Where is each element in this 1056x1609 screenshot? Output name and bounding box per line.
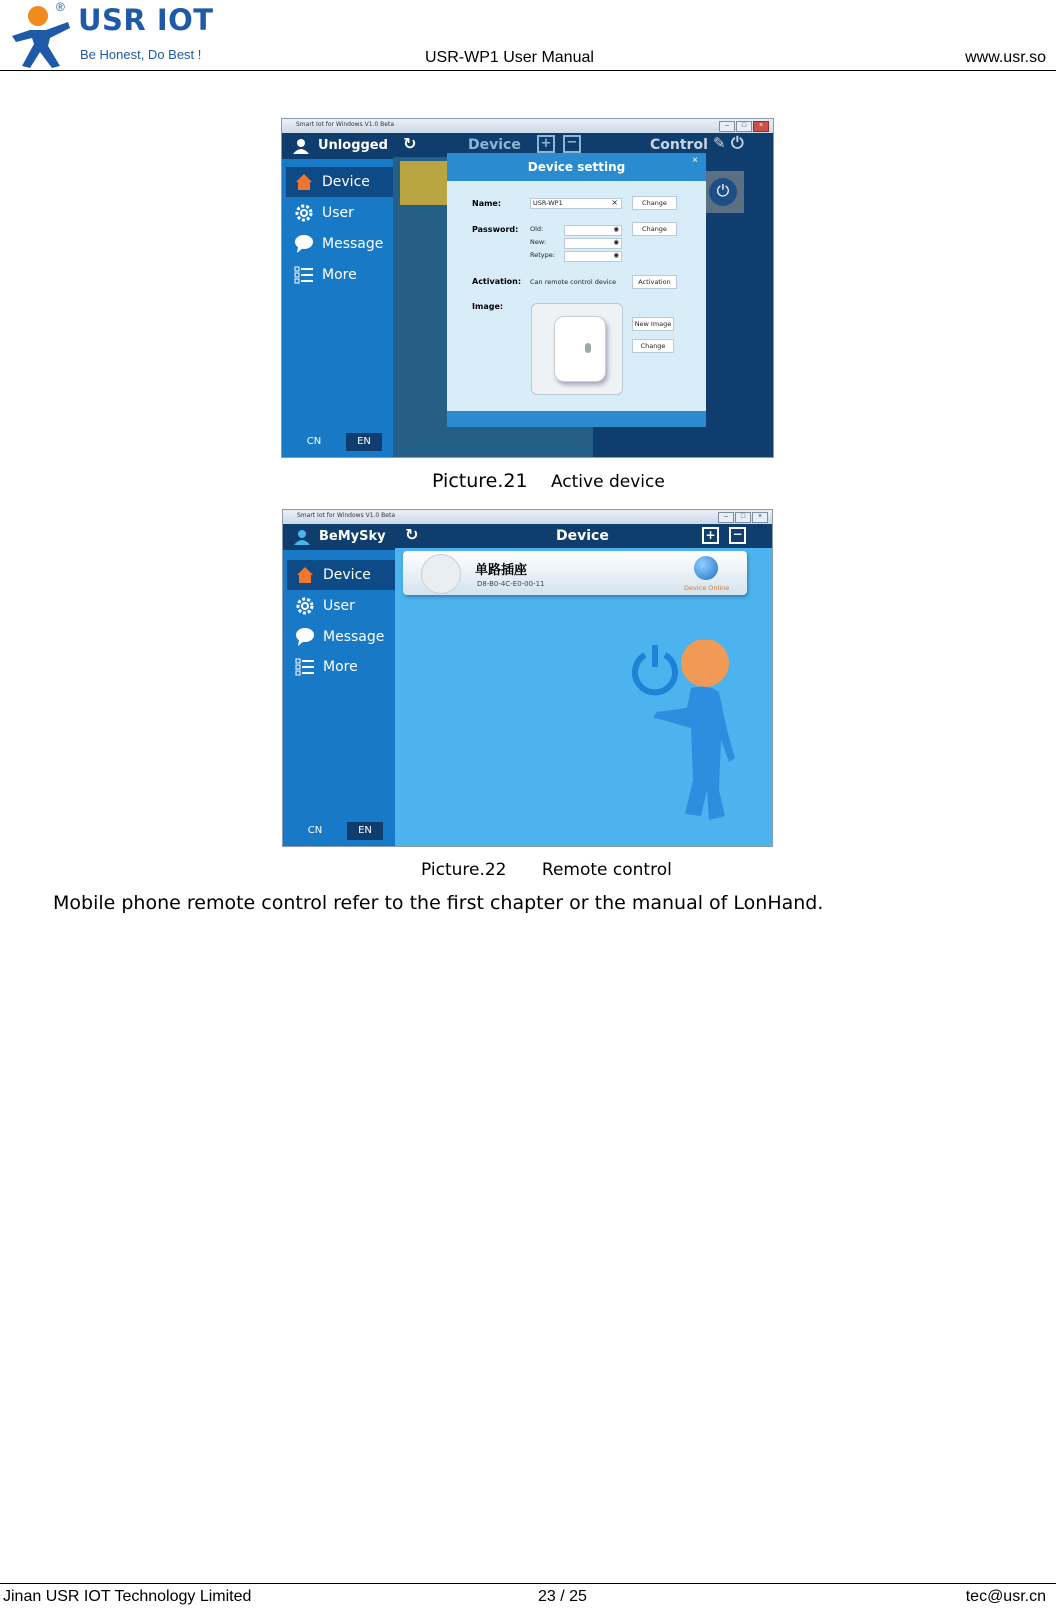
screenshot-remote-control [282,509,773,847]
edit-icon[interactable]: ✎ [713,134,726,152]
device-card-dim [400,161,450,205]
screenshot-active-device [281,118,774,458]
nav-more[interactable] [287,652,395,682]
chat-bubble-icon [294,234,314,254]
window-controls [719,121,769,132]
password-label: Password: [472,225,519,234]
eye-icon[interactable]: ◉ [613,251,619,259]
old-password-input[interactable] [564,225,622,236]
caption-text: Active device [550,472,665,492]
add-icon[interactable]: + [702,527,719,544]
close-icon[interactable]: × [752,512,768,523]
device-image [531,303,623,395]
nav-user-label: User [323,598,355,614]
list-icon [295,657,315,677]
power-circle-icon: ⏻ [709,178,737,206]
device-thumbnail [421,554,461,594]
activation-button[interactable]: Activation [632,275,677,289]
name-label: Name: [472,199,502,208]
nav-device[interactable] [286,167,393,197]
window-title: Smart Iot for Windows V1.0 Beta [296,121,394,128]
device-card[interactable] [403,551,747,595]
new-image-button[interactable]: New Image [632,317,674,331]
logo-text: USR IOT [78,3,214,37]
caption-number: Picture.22 [421,860,507,880]
socket-hole [585,343,591,353]
topbar-device-title: Device [468,137,521,153]
topbar-title: Device [556,528,609,544]
control-power-button[interactable] [702,171,744,213]
dialog-footer-bar [447,411,706,427]
dialog-close-icon[interactable]: × [692,155,698,166]
close-icon[interactable]: × [753,121,769,132]
name-change-button[interactable]: Change [632,196,677,210]
add-icon[interactable]: + [537,135,555,153]
header [0,0,1056,72]
nav-message[interactable] [286,229,393,259]
device-status: Device Online [684,584,730,592]
new-password-label: New: [530,238,547,246]
lang-cn[interactable]: CN [307,825,323,836]
nav-user[interactable] [286,198,393,228]
gear-icon [294,203,314,223]
window-title: Smart Iot for Windows V1.0 Beta [297,512,395,519]
sidebar [283,524,395,846]
dialog-title: Device setting [447,153,706,181]
user-icon [292,138,310,154]
user-name: Unlogged [318,138,388,153]
mascot-figure-icon [623,640,753,830]
topbar [395,524,772,548]
user-bar[interactable] [282,133,393,159]
nav-more-label: More [322,267,357,283]
caption-number: Picture.21 [432,470,528,492]
activation-label: Activation: [472,277,522,286]
header-divider [0,70,1056,71]
power-icon[interactable]: ⏻ [731,133,744,152]
nav-message[interactable] [287,622,395,652]
password-change-button[interactable]: Change [632,222,677,236]
footer-company: Jinan USR IOT Technology Limited [3,1588,252,1605]
logo-slogan: Be Honest, Do Best ! [80,47,202,62]
remove-icon[interactable]: − [729,527,746,544]
gear-icon [295,596,315,616]
image-label: Image: [472,302,504,311]
lang-en[interactable]: EN [346,433,382,451]
globe-icon [694,556,718,580]
footer-divider [0,1583,1056,1584]
clear-icon[interactable]: × [611,198,618,207]
maximize-icon[interactable]: □ [736,121,752,132]
document-title: USR-WP1 User Manual [425,49,594,66]
user-name: BeMySky [319,529,386,544]
socket-plug-icon [554,316,606,382]
device-setting-dialog [447,153,706,427]
home-icon [294,172,314,192]
maximize-icon[interactable]: □ [735,512,751,523]
registered-mark: ® [56,0,65,14]
minimize-icon[interactable]: – [718,512,734,523]
retype-password-input[interactable] [564,251,622,262]
name-input[interactable] [530,198,622,209]
home-icon [295,565,315,585]
sidebar [282,133,393,457]
body-paragraph: Mobile phone remote control refer to the first chapter or the manual of LonHand. [53,892,824,914]
window-controls [718,512,768,523]
device-mac: D8-B0-4C-E0-00-11 [477,580,545,588]
new-password-input[interactable] [564,238,622,249]
nav-device-label: Device [323,567,371,583]
nav-more-label: More [323,659,358,675]
list-icon [294,265,314,285]
website-link[interactable]: www.usr.so [965,49,1046,66]
caption-picture-21 [432,470,665,492]
image-change-button[interactable]: Change [632,339,674,353]
remove-icon[interactable]: − [563,135,581,153]
user-icon [293,529,311,545]
activation-text: Can remote control device [530,278,617,286]
nav-more[interactable] [286,260,393,290]
refresh-icon[interactable]: ↻ [405,525,419,544]
refresh-icon[interactable]: ↻ [403,134,417,153]
nav-device[interactable] [287,560,395,590]
window-titlebar [283,510,772,524]
eye-icon[interactable]: ◉ [613,225,619,233]
caption-picture-22 [421,860,672,880]
minimize-icon[interactable]: – [719,121,735,132]
nav-user-label: User [322,205,354,221]
nav-user[interactable] [287,591,395,621]
name-input-value: USR-WP1 [533,199,563,207]
lang-cn[interactable]: CN [306,436,322,447]
footer-page-number: 23 / 25 [538,1588,587,1605]
device-name: 单路插座 [475,563,528,578]
nav-device-label: Device [322,174,370,190]
window-titlebar [282,119,773,133]
user-bar[interactable] [283,524,395,550]
nav-message-label: Message [322,236,384,252]
topbar-control-title: Control [650,137,708,153]
old-password-label: Old: [530,225,544,233]
nav-message-label: Message [323,629,385,645]
footer-email[interactable]: tec@usr.cn [965,1588,1046,1605]
retype-password-label: Retype: [530,251,555,259]
caption-text: Remote control [541,860,672,880]
eye-icon[interactable]: ◉ [613,238,619,246]
lang-en[interactable]: EN [347,822,383,840]
chat-bubble-icon [295,627,315,647]
